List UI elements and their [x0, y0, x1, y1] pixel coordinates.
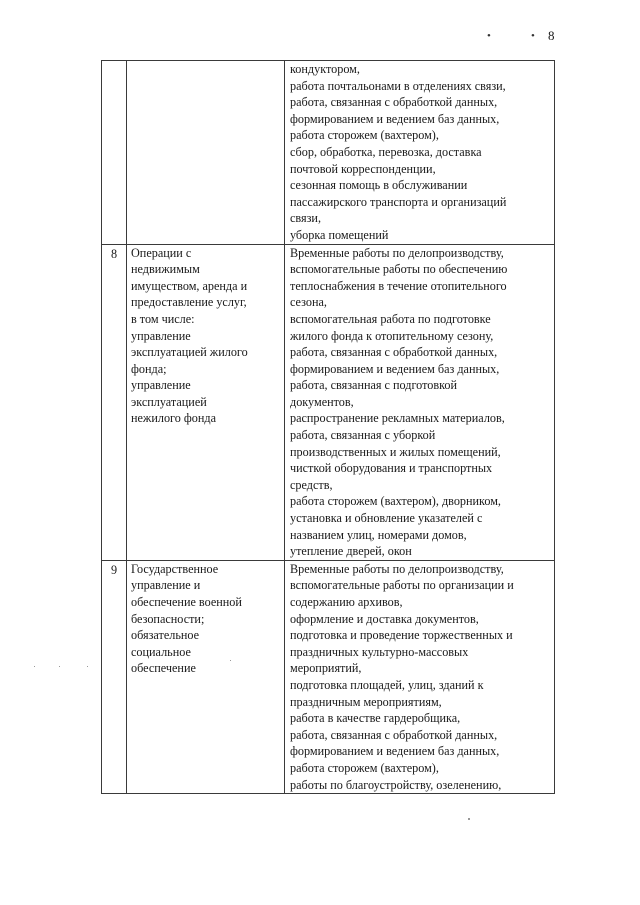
work-line: работа сторожем (вахтером), — [290, 128, 439, 143]
work-line: Временные работы по делопроизводству, — [290, 245, 504, 260]
work-line: Временные работы по делопроизводству, — [290, 561, 504, 576]
activity-line: Государственное — [131, 561, 219, 576]
work-line: работа сторожем (вахтером), дворником, — [290, 494, 501, 509]
work-line: оформление и доставка документов, — [290, 611, 479, 626]
work-line: работы по благоустройству, озеленению, — [290, 777, 502, 792]
work-line: работа, связанная с уборкой — [290, 428, 436, 443]
activity-line: имуществом, аренда и — [131, 278, 248, 293]
scan-speck — [59, 666, 60, 667]
activity-cell — [127, 61, 285, 245]
work-line: названием улиц, номерами домов, — [290, 527, 467, 542]
work-line: работа, связанная с обработкой данных, — [290, 345, 498, 360]
work-line: формированием и ведением баз данных, — [290, 361, 500, 376]
work-line: жилого фонда к отопительному сезону, — [290, 328, 494, 343]
scan-speck — [468, 818, 470, 820]
work-line: работа, связанная с обработкой данных, — [290, 95, 498, 110]
work-line: работа почтальонами в отделениях связи, — [290, 78, 506, 93]
page-number: 8 — [548, 28, 555, 43]
work-line: вспомогательные работы по обеспечению — [290, 262, 508, 277]
activity-line: нежилого фонда — [131, 411, 217, 426]
table-row — [102, 560, 555, 793]
row-number — [102, 61, 126, 62]
activity-cell — [127, 560, 285, 793]
activity-cell — [127, 244, 285, 560]
work-line: работа, связанная с обработкой данных, — [290, 727, 498, 742]
margin-mark: • — [531, 30, 535, 42]
activity-line: управление — [131, 378, 191, 393]
works-cell — [285, 244, 555, 560]
margin-mark: • — [487, 30, 491, 42]
activity-line: эксплуатацией жилого — [131, 345, 248, 360]
works-cell — [285, 61, 555, 245]
table-body — [102, 61, 555, 794]
work-line: средств, — [290, 477, 333, 492]
work-line: утепление дверей, окон — [290, 544, 412, 559]
work-line: документов, — [290, 394, 354, 409]
work-line: работа сторожем (вахтером), — [290, 760, 439, 775]
work-line: сбор, обработка, перевозка, доставка — [290, 144, 482, 159]
activity-line: Операции с — [131, 245, 192, 260]
scan-speck — [230, 660, 231, 661]
work-line: работа, связанная с подготовкой — [290, 378, 458, 393]
work-line: вспомогательная работа по подготовке — [290, 311, 491, 326]
work-line: чисткой оборудования и транспортных — [290, 461, 493, 476]
activity-line: управление и — [131, 578, 201, 593]
work-line: подготовка площадей, улиц, зданий к — [290, 677, 484, 692]
work-line: установка и обновление указателей с — [290, 511, 483, 526]
work-line: сезонная помощь в обслуживании — [290, 178, 468, 193]
row-number-cell — [102, 244, 127, 560]
activity-line: эксплуатацией — [131, 394, 207, 409]
activity-line: фонда; — [131, 361, 167, 376]
work-line: почтовой корреспонденции, — [290, 161, 436, 176]
table-row — [102, 244, 555, 560]
scan-speck — [34, 666, 35, 667]
work-line: сезона, — [290, 295, 327, 310]
works-cell — [285, 560, 555, 793]
work-line: теплоснабжения в течение отопительного — [290, 278, 507, 293]
work-line: связи, — [290, 211, 321, 226]
work-line: формированием и ведением баз данных, — [290, 111, 500, 126]
row-number: 9 — [110, 562, 118, 577]
work-line: мероприятий, — [290, 661, 362, 676]
work-line: формированием и ведением баз данных, — [290, 744, 500, 759]
scan-speck — [87, 666, 88, 667]
row-number: 8 — [110, 246, 118, 261]
work-line: уборка помещений — [290, 227, 389, 242]
row-number-cell — [102, 61, 127, 245]
work-line: производственных и жилых помещений, — [290, 444, 501, 459]
work-line: работа в качестве гардеробщика, — [290, 711, 461, 726]
work-line: праздничных культурно-массовых — [290, 644, 469, 659]
activity-line: обеспечение военной — [131, 595, 242, 609]
work-line: вспомогательные работы по организации и — [290, 578, 514, 593]
table-row — [102, 61, 555, 245]
work-line: содержанию архивов, — [290, 595, 403, 609]
activity-line: безопасности; — [131, 611, 205, 626]
activity-line: недвижимым — [131, 262, 200, 277]
work-line: подготовка и проведение торжественных и — [290, 628, 513, 643]
activity-line: управление — [131, 328, 191, 343]
work-line: распространение рекламных материалов, — [290, 411, 505, 426]
activity-line: в том числе: — [131, 311, 195, 326]
activities-table — [101, 60, 555, 794]
activity-line: предоставление услуг, — [131, 295, 247, 310]
row-number-cell — [102, 560, 127, 793]
activity-line: социальное — [131, 644, 191, 659]
work-line: кондуктором, — [290, 62, 360, 76]
activity-line: обязательное — [131, 628, 200, 643]
work-line: праздничным мероприятиям, — [290, 694, 442, 709]
work-line: пассажирского транспорта и организаций — [290, 194, 507, 209]
activity-line: обеспечение — [131, 661, 196, 676]
